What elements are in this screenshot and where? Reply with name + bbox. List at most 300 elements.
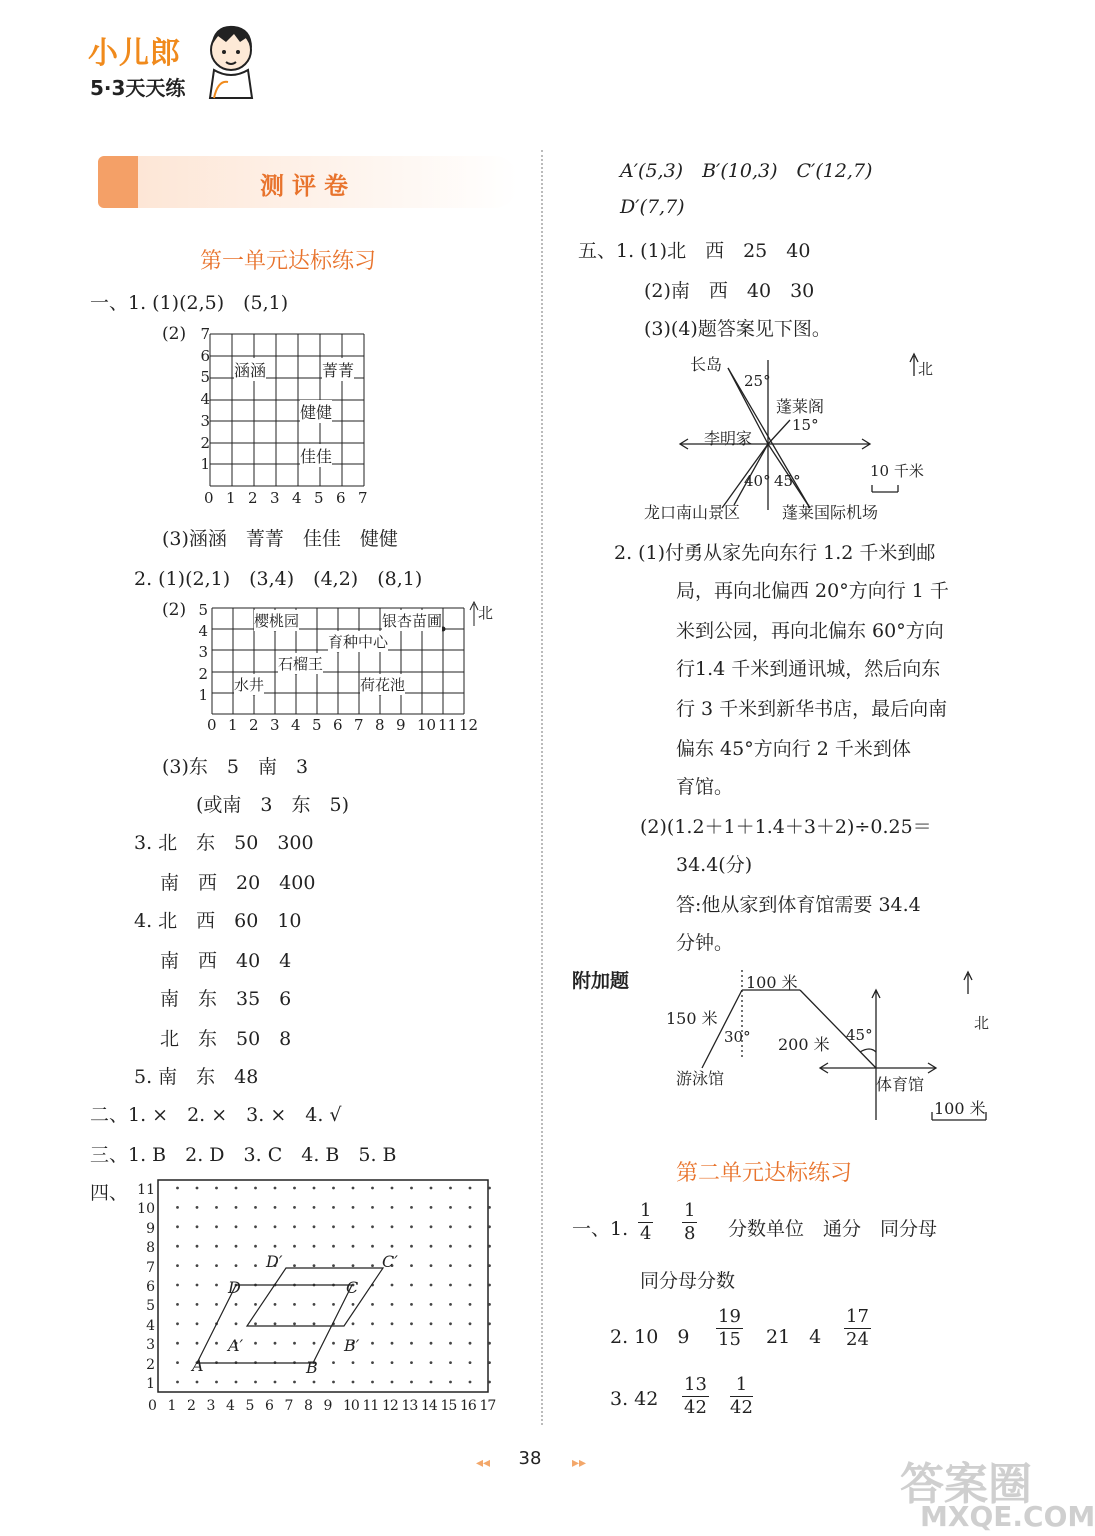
x-tick: 10 (343, 1398, 359, 1414)
x-tick: 14 (421, 1398, 437, 1414)
grid-label: 佳佳 (300, 444, 332, 467)
answer-line: 南 西 40 4 (160, 950, 292, 972)
grid-dot (254, 1264, 257, 1267)
grid-dot (352, 1381, 355, 1384)
x-tick: 16 (460, 1398, 476, 1414)
map-label: 150 米 (666, 1009, 718, 1028)
y-tick: 6 (146, 1279, 155, 1296)
grid-dot (430, 1322, 433, 1325)
grid-dot (488, 1264, 491, 1267)
x-tick: 2 (248, 489, 258, 507)
x-tick: 7 (358, 489, 368, 507)
coordinate-grid-2 (200, 598, 490, 722)
x-tick: 8 (304, 1398, 312, 1414)
logo-sub: 5·3天天练 (90, 76, 186, 100)
fraction: $\frac{1}{4}$ (640, 1200, 652, 1244)
y-tick: 10 (137, 1201, 155, 1218)
x-tick: 5 (314, 489, 324, 507)
point-label: A (192, 1356, 204, 1375)
y-tick: 2 (146, 1356, 155, 1373)
grid-dot (235, 1381, 238, 1384)
answer-line: (2) (162, 324, 187, 344)
grid-dot (332, 1361, 335, 1364)
map-label: 李明家 (704, 429, 753, 448)
grid-dot (332, 1342, 335, 1345)
grid-dot (176, 1284, 179, 1287)
y-tick: 11 (137, 1182, 155, 1198)
grid-dot (430, 1284, 433, 1287)
grid-dot (313, 1225, 316, 1228)
mascot-icon (200, 20, 262, 100)
map-label: 长岛 (690, 355, 723, 374)
grid-dot (196, 1284, 199, 1287)
grid-dot (488, 1187, 491, 1190)
grid-dot (488, 1284, 491, 1287)
grid-dot (391, 1322, 394, 1325)
grid-dot (430, 1381, 433, 1384)
grid-dot (371, 1342, 374, 1345)
answer-line: 2. (1)付勇从家先向东行 1.2 千米到邮 (614, 542, 936, 564)
y-tick: 8 (146, 1240, 155, 1257)
grid-dot (371, 1206, 374, 1209)
grid-dot (391, 1225, 394, 1228)
grid-dot (410, 1322, 413, 1325)
angle-label: 45° (774, 472, 801, 490)
fraction: $\frac{19}{15}$ (718, 1306, 741, 1350)
grid-dot (254, 1322, 257, 1325)
grid-dot (215, 1381, 218, 1384)
point-label: D′ (266, 1252, 283, 1271)
grid-label: 健健 (300, 400, 332, 423)
answer-line: 二、1. × 2. × 3. × 4. √ (90, 1104, 342, 1126)
grid-dot (293, 1187, 296, 1190)
answer-line: 同分母分数 (640, 1270, 736, 1292)
x-tick: 4 (226, 1398, 234, 1414)
grid-dot (488, 1322, 491, 1325)
fraction: $\frac{17}{24}$ (846, 1306, 869, 1350)
grid-dot (313, 1187, 316, 1190)
y-tick: 3 (146, 1337, 155, 1354)
grid-dot (488, 1381, 491, 1384)
answer-line: (2) (162, 600, 187, 620)
grid-dot (391, 1187, 394, 1190)
answer-line: 2. 10 9 (610, 1326, 690, 1348)
map-label: 蓬莱国际机场 (782, 503, 879, 522)
next-arrow-icon: ▸▸ (572, 1455, 587, 1471)
grid-dot (254, 1225, 257, 1228)
column-divider (541, 150, 543, 1425)
x-tick: 0 (204, 489, 214, 507)
point-label: B (306, 1358, 318, 1377)
grid-dot (176, 1225, 179, 1228)
grid-dot (332, 1206, 335, 1209)
grid-label: 涵涵 (234, 358, 266, 381)
answer-line: 米到公园，再向北偏东 60°方向 (676, 620, 944, 642)
grid-dot (274, 1322, 277, 1325)
grid-dot (332, 1225, 335, 1228)
grid-dot (176, 1303, 179, 1306)
grid-dot (215, 1187, 218, 1190)
answer-line: 5. 南 东 48 (134, 1066, 259, 1088)
grid-dot (410, 1187, 413, 1190)
y-tick: 5 (200, 368, 210, 387)
y-tick: 7 (146, 1259, 155, 1276)
grid-dot (254, 1206, 257, 1209)
grid-dot (391, 1303, 394, 1306)
grid-dot (274, 1206, 277, 1209)
grid-dot (196, 1303, 199, 1306)
grid-dot (293, 1206, 296, 1209)
grid-dot (254, 1187, 257, 1190)
grid-dot (293, 1225, 296, 1228)
x-tick: 2 (249, 716, 259, 734)
grid-dot (332, 1303, 335, 1306)
grid-dot (196, 1245, 199, 1248)
grid-dot (235, 1322, 238, 1325)
grid-dot (469, 1284, 472, 1287)
fraction: $\frac{1}{8}$ (684, 1200, 696, 1244)
grid-dot (196, 1206, 199, 1209)
x-tick: 11 (438, 716, 458, 734)
grid-dot (313, 1381, 316, 1384)
grid-label: 石榴王 (278, 655, 324, 673)
grid-dot (410, 1303, 413, 1306)
answer-line: (或南 3 东 5) (196, 794, 350, 816)
y-tick: 4 (146, 1317, 155, 1334)
x-tick: 1 (167, 1398, 176, 1414)
grid-dot (176, 1187, 179, 1190)
map-label: 体育馆 (876, 1075, 925, 1094)
grid-dot (313, 1264, 316, 1267)
grid-dot (410, 1245, 413, 1248)
y-axis-ticks (194, 324, 210, 476)
grid-dot (449, 1284, 452, 1287)
answer-line: (3)(4)题答案见下图。 (644, 318, 831, 340)
fraction: $\frac{13}{42}$ (684, 1374, 707, 1418)
grid-dot (488, 1342, 491, 1345)
grid-dot (469, 1342, 472, 1345)
grid-dot (371, 1361, 374, 1364)
y-tick: 2 (200, 433, 210, 452)
grid-dot (469, 1206, 472, 1209)
grid-dot (293, 1322, 296, 1325)
x-tick: 12 (382, 1398, 398, 1414)
answer-line: (3)涵涵 菁菁 佳佳 健健 (162, 528, 398, 550)
grid-dot (293, 1303, 296, 1306)
grid-dot (488, 1206, 491, 1209)
angle-label: 45° (846, 1026, 873, 1044)
answer-line: (3)东 5 南 3 (162, 756, 309, 778)
grid-dot (313, 1322, 316, 1325)
y-tick: 1 (200, 455, 210, 474)
x-tick: 5 (312, 716, 322, 734)
grid-dot (410, 1342, 413, 1345)
answer-line: A′(5,3) B′(10,3) C′(12,7) (620, 160, 873, 182)
grid-dot (430, 1342, 433, 1345)
grid-dot (449, 1264, 452, 1267)
grid-dot (176, 1245, 179, 1248)
north-label: 北 (918, 360, 934, 378)
grid-dot (215, 1284, 218, 1287)
x-tick: 15 (440, 1398, 457, 1414)
grid-dot (469, 1225, 472, 1228)
grid-dot (391, 1361, 394, 1364)
grid-dot (469, 1303, 472, 1306)
answer-line: 三、1. B 2. D 3. C 4. B 5. B (90, 1144, 397, 1166)
unit1-title: 第一单元达标练习 (200, 249, 377, 274)
x-axis-ticks (207, 716, 480, 734)
grid-dot (430, 1361, 433, 1364)
grid-dot (391, 1245, 394, 1248)
grid-dot (449, 1342, 452, 1345)
x-tick: 9 (396, 716, 406, 734)
grid-dot (469, 1361, 472, 1364)
grid-dot (449, 1206, 452, 1209)
unit2-title: 第二单元达标练习 (676, 1161, 853, 1186)
grid-dot (430, 1225, 433, 1228)
y-tick: 5 (146, 1298, 155, 1315)
grid-dot (352, 1206, 355, 1209)
x-tick: 6 (265, 1398, 273, 1414)
grid-dot (430, 1245, 433, 1248)
grid-dot (430, 1303, 433, 1306)
grid-dot (274, 1187, 277, 1190)
answer-line: 分钟。 (676, 932, 734, 954)
y-tick: 5 (198, 601, 208, 619)
grid-dot (410, 1284, 413, 1287)
answer-line: 2. (1)(2,1) (3,4) (4,2) (8,1) (134, 568, 423, 590)
y-tick: 2 (198, 664, 208, 683)
answer-line: 分数单位 通分 同分母 (728, 1218, 938, 1240)
grid-dot (254, 1245, 257, 1248)
grid-dot (215, 1245, 218, 1248)
grid-dot (449, 1381, 452, 1384)
answer-line: 南 西 20 400 (160, 872, 316, 894)
grid-dot (196, 1381, 199, 1384)
answer-line: 一、1. (572, 1218, 629, 1240)
x-axis-ticks (148, 1398, 499, 1414)
point-label: B′ (344, 1336, 360, 1355)
grid-dot (449, 1245, 452, 1248)
x-tick: 0 (207, 716, 217, 734)
grid-dot (196, 1225, 199, 1228)
grid-dot (469, 1264, 472, 1267)
answer-line: 行1.4 千米到通讯城，然后向东 (676, 658, 941, 680)
bonus-label: 附加题 (572, 970, 630, 992)
y-tick: 9 (146, 1220, 155, 1237)
answer-line: 答:他从家到体育馆需要 34.4 (676, 894, 921, 916)
map-label: 游泳馆 (676, 1069, 725, 1088)
grid-label: 荷花池 (360, 676, 406, 694)
grid-dot (235, 1245, 238, 1248)
y-tick: 1 (146, 1376, 155, 1393)
watermark-url: MXQE.COM (920, 1500, 1095, 1533)
grid-dot (391, 1342, 394, 1345)
north-label: 北 (478, 604, 494, 622)
x-tick: 11 (362, 1398, 379, 1414)
answer-line: (2)南 西 40 30 (644, 280, 815, 302)
angle-label: 15° (792, 416, 819, 434)
grid-dot (410, 1206, 413, 1209)
grid-dot (410, 1225, 413, 1228)
x-tick: 2 (187, 1398, 195, 1414)
grid-dot (391, 1206, 394, 1209)
x-tick: 1 (228, 716, 238, 734)
grid-dot (449, 1322, 452, 1325)
grid-dot (371, 1264, 374, 1267)
grid-dot (176, 1322, 179, 1325)
x-tick: 5 (245, 1398, 254, 1414)
grid-dot (293, 1381, 296, 1384)
grid-dot (352, 1303, 355, 1306)
x-tick: 1 (226, 489, 236, 507)
grid-dot (449, 1187, 452, 1190)
grid-dot (352, 1245, 355, 1248)
coordinate-grid-1 (190, 322, 380, 512)
grid-dot (293, 1342, 296, 1345)
grid-dot (313, 1206, 316, 1209)
prev-arrow-icon: ◂◂ (476, 1455, 491, 1471)
grid-dot (332, 1381, 335, 1384)
grid-label: 菁菁 (322, 358, 354, 381)
x-tick: 13 (401, 1398, 418, 1414)
grid-dot (488, 1245, 491, 1248)
x-tick: 6 (333, 716, 343, 734)
grid-dot (274, 1245, 277, 1248)
answer-line: 五、1. (1)北 西 25 40 (578, 240, 811, 262)
grid-dot (449, 1303, 452, 1306)
y-tick: 3 (200, 411, 210, 430)
grid-dot (371, 1225, 374, 1228)
grid-dot (215, 1206, 218, 1209)
grid-label: 水井 (234, 676, 265, 694)
grid-dot (371, 1303, 374, 1306)
y-tick: 6 (200, 346, 210, 365)
grid-dot (313, 1342, 316, 1345)
x-tick: 4 (292, 489, 302, 507)
grid-dot (176, 1264, 179, 1267)
scale-label: 10 千米 (870, 462, 924, 480)
grid-dot (235, 1264, 238, 1267)
x-tick: 8 (375, 716, 385, 734)
x-tick: 3 (270, 716, 280, 734)
grid-dot (196, 1342, 199, 1345)
grid-dot (469, 1381, 472, 1384)
page-number: 38 (518, 1448, 542, 1469)
grid-dot (215, 1342, 218, 1345)
grid-dot (215, 1225, 218, 1228)
map-label: 龙口南山景区 (644, 503, 741, 522)
grid-dot (410, 1361, 413, 1364)
x-tick: 3 (270, 489, 280, 507)
grid-dot (235, 1187, 238, 1190)
answer-line: 34.4(分) (676, 854, 753, 876)
y-tick: 4 (198, 622, 208, 641)
point-label: D (228, 1278, 241, 1297)
y-axis-ticks (194, 600, 208, 706)
grid-dot (352, 1187, 355, 1190)
grid-dot (176, 1361, 179, 1364)
x-axis-ticks (204, 489, 380, 507)
grid-dot (254, 1381, 257, 1384)
grid-dot (176, 1206, 179, 1209)
grid-dot (430, 1264, 433, 1267)
grid-dot (488, 1361, 491, 1364)
grid-dot (410, 1264, 413, 1267)
grid-dot (391, 1284, 394, 1287)
grid-dot (332, 1264, 335, 1267)
grid-label: 育种中心 (328, 633, 389, 651)
x-tick: 7 (284, 1398, 293, 1414)
grid-dot (274, 1225, 277, 1228)
x-tick: 17 (479, 1398, 496, 1414)
fraction: $\frac{1}{42}$ (730, 1374, 753, 1418)
angle-label: 25° (744, 372, 771, 390)
grid-dot (196, 1187, 199, 1190)
x-tick: 3 (206, 1398, 215, 1414)
grid-dot (313, 1303, 316, 1306)
grid-dot (196, 1322, 199, 1325)
grid-dot (332, 1245, 335, 1248)
grid-dot (176, 1342, 179, 1345)
angle-label: 40° (744, 472, 771, 490)
grid-dot (293, 1264, 296, 1267)
map-label: 100 米 (746, 973, 798, 992)
grid-dot (488, 1225, 491, 1228)
map-label: 蓬莱阁 (776, 397, 825, 416)
grid-dot (176, 1381, 179, 1384)
x-tick: 4 (291, 716, 301, 734)
answer-line: 育馆。 (676, 776, 734, 798)
answer-line: 3. 42 (610, 1388, 659, 1410)
answer-line: 北 东 50 8 (160, 1028, 292, 1050)
y-axis-ticks (135, 1181, 155, 1394)
grid-dot (371, 1322, 374, 1325)
banner-title: 测评卷 (260, 172, 356, 200)
logo-main: 小儿郎 (88, 36, 181, 71)
grid-dot (449, 1361, 452, 1364)
grid-dot (488, 1303, 491, 1306)
answer-line: (2)(1.2＋1＋1.4＋3＋2)÷0.25＝ (640, 816, 932, 838)
grid-dot (449, 1225, 452, 1228)
x-tick: 10 (417, 716, 437, 734)
x-tick: 0 (148, 1398, 156, 1414)
grid-dot (391, 1381, 394, 1384)
section-banner (98, 156, 518, 208)
grid-dot (235, 1303, 238, 1306)
map-label: 200 米 (778, 1035, 830, 1054)
watermark-logo: 答案圈 (900, 1459, 1032, 1510)
x-tick: 9 (323, 1398, 332, 1414)
grid-dot (235, 1225, 238, 1228)
y-tick: 7 (200, 325, 210, 343)
grid-dot (293, 1245, 296, 1248)
grid-dot (332, 1187, 335, 1190)
grid-dot (352, 1322, 355, 1325)
grid-dot (196, 1264, 199, 1267)
map-label: 100 米 (934, 1099, 986, 1118)
grid-dot (430, 1187, 433, 1190)
point-label: A′ (228, 1336, 244, 1355)
grid-dot (274, 1303, 277, 1306)
grid-label: 银杏苗圃 (382, 612, 443, 630)
point-label: C (346, 1278, 359, 1297)
answer-line: 偏东 45°方向行 2 千米到体 (676, 738, 911, 760)
grid-dot (235, 1206, 238, 1209)
grid-dot (352, 1225, 355, 1228)
point-label: C′ (382, 1252, 398, 1271)
grid-dot (254, 1303, 257, 1306)
